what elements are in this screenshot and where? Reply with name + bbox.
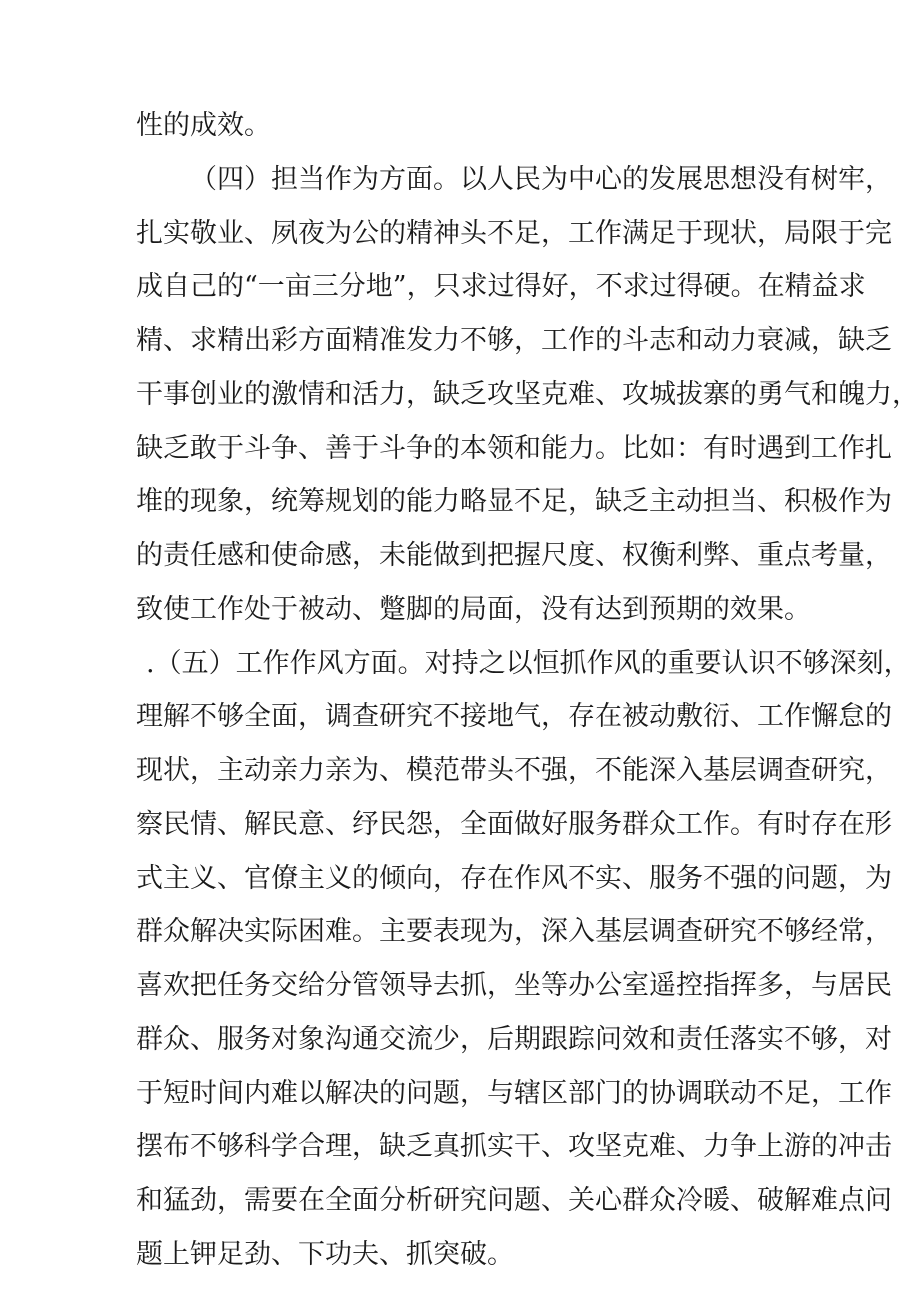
text-line: 和猛劲，需要在全面分析研究问题、关心群众冷暖、破解难点问 bbox=[136, 1185, 892, 1216]
text-line: 察民情、解民意、纾民怨，全面做好服务群众工作。有时存在形 bbox=[136, 809, 892, 840]
text-line: 干事创业的激情和活力，缺乏攻坚克难、攻城拔寨的勇气和魄力， bbox=[136, 379, 919, 410]
section-four-heading-line: （四）担当作为方面。以人民为中心的发展思想没有树牢， bbox=[190, 164, 892, 195]
text-line: 的责任感和使命感，未能做到把握尺度、权衡利弊、重点考量， bbox=[136, 540, 892, 571]
text-line: 题上钾足劲、下功夫、抓突破。 bbox=[136, 1239, 514, 1270]
text-line: 式主义、官僚主义的倾向，存在作风不实、服务不强的问题，为 bbox=[136, 863, 892, 894]
text-line: 摆布不够科学合理，缺乏真抓实干、攻坚克难、力争上游的冲击 bbox=[136, 1131, 892, 1162]
text-line: 成自己的“一亩三分地”，只求过得好，不求过得硬。在精益求 bbox=[136, 271, 866, 302]
text-line: 于短时间内难以解决的问题，与辖区部门的协调联动不足，工作 bbox=[136, 1078, 892, 1109]
text-line: 堆的现象，统筹规划的能力略显不足，缺乏主动担当、积极作为 bbox=[136, 486, 892, 517]
section-five-heading-line: .（五）工作作风方面。对持之以恒抓作风的重要认识不够深刻， bbox=[146, 648, 911, 679]
text-line: 理解不够全面，调查研究不接地气，存在被动敷衍、工作懈怠的 bbox=[136, 701, 892, 732]
text-line: 扎实敬业、夙夜为公的精神头不足，工作满足于现状，局限于完 bbox=[136, 218, 892, 249]
text-line: 性的成效。 bbox=[136, 110, 271, 141]
text-line: 致使工作处于被动、蹩脚的局面，没有达到预期的效果。 bbox=[136, 594, 811, 625]
text-line: 群众解决实际困难。主要表现为，深入基层调查研究不够经常， bbox=[136, 916, 892, 947]
text-line: 现状，主动亲力亲为、模范带头不强，不能深入基层调查研究， bbox=[136, 755, 892, 786]
text-line: 喜欢把任务交给分管领导去抓，坐等办公室遥控指挥多，与居民 bbox=[136, 970, 892, 1001]
text-line: 精、求精出彩方面精准发力不够，工作的斗志和动力衰减，缺乏 bbox=[136, 325, 892, 356]
text-line: 缺乏敢于斗争、善于斗争的本领和能力。比如：有时遇到工作扎 bbox=[136, 433, 892, 464]
text-line: 群众、服务对象沟通交流少，后期跟踪问效和责任落实不够，对 bbox=[136, 1024, 892, 1055]
